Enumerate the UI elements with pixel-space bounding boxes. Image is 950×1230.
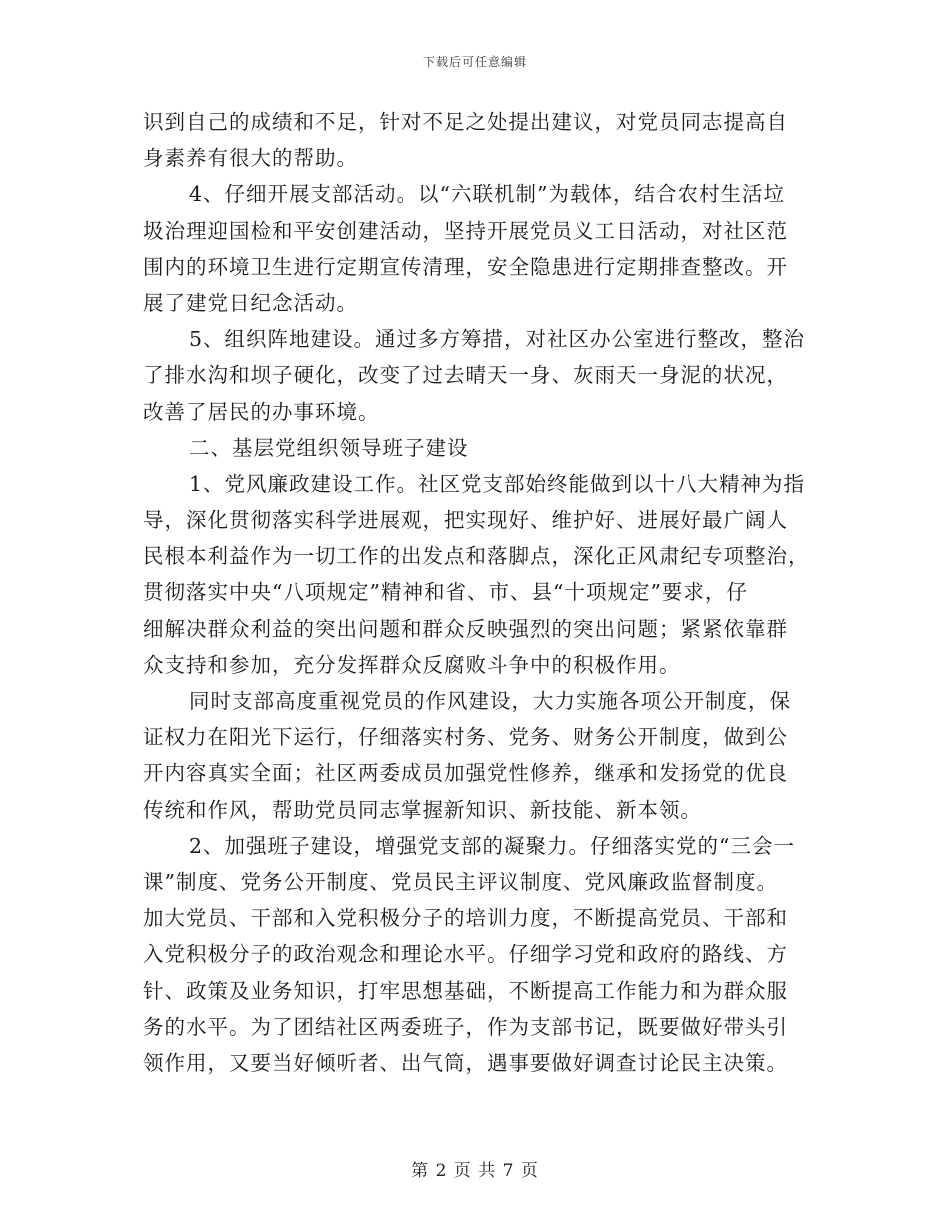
text-line: 务的水平。为了团结社区两委班子，作为支部书记，既要做好带头引 — [143, 1014, 788, 1039]
page-number-footer: 第 2 页 共 7 页 — [411, 1161, 539, 1181]
paragraph-start: 4、仔细开展支部活动。以“六联机制”为载体，结合农村生活垃 — [189, 182, 786, 207]
text-line: 展了建党日纪念活动。 — [143, 290, 358, 315]
text-line: 圾治理迎国检和平安创建活动，坚持开展党员义工日活动，对社区范 — [143, 218, 788, 243]
text-line: 围内的环境卫生进行定期宣传清理，安全隐患进行定期排查整改。开 — [143, 254, 788, 279]
text-line: 证权力在阳光下运行，仔细落实村务、党务、财务公开制度，做到公 — [143, 725, 788, 750]
paragraph-start: 5、组织阵地建设。通过多方筹措，对社区办公室进行整改，整治 — [189, 327, 806, 352]
text-line: 传统和作风，帮助党员同志掌握新知识、新技能、新本领。 — [143, 797, 702, 822]
text-line: 改善了居民的办事环境。 — [143, 399, 380, 424]
text-line: 导，深化贯彻落实科学进展观，把实现好、维护好、进展好最广阔人 — [143, 508, 788, 533]
text-line: 入党积极分子的政治观念和理论水平。仔细学习党和政府的路线、方 — [143, 942, 788, 967]
text-line: 细解决群众利益的突出问题和群众反映强烈的突出问题；紧紧依靠群 — [143, 616, 788, 641]
text-line: 针、政策及业务知识，打牢思想基础，不断提高工作能力和为群众服 — [143, 978, 788, 1003]
text-line: 课”制度、党务公开制度、党员民主评议制度、党风廉政监督制度。 — [143, 869, 778, 894]
text-line: 加大党员、干部和入党积极分子的培训力度，不断提高党员、干部和 — [143, 906, 788, 931]
text-line: 贯彻落实中央“八项规定”精神和省、市、县“十项规定”要求，仔 — [143, 580, 748, 605]
section-heading: 二、基层党组织领导班子建设 — [189, 435, 469, 460]
document-body — [143, 104, 810, 1081]
text-line: 身素养有很大的帮助。 — [143, 146, 358, 171]
paragraph-start: 2、加强班子建设，增强党支部的凝聚力。仔细落实党的“三会一 — [189, 833, 796, 858]
text-line: 民根本利益作为一切工作的出发点和落脚点，深化正风肃纪专项整治， — [143, 544, 810, 569]
text-line: 开内容真实全面；社区两委成员加强党性修养，继承和发扬党的优良 — [143, 761, 788, 786]
text-line: 了排水沟和坝子硬化，改变了过去晴天一身、灰雨天一身泥的状况， — [143, 363, 788, 388]
page-header: 下载后可任意编辑 — [422, 55, 527, 69]
text-line: 众支持和参加，充分发挥群众反腐败斗争中的积极作用。 — [143, 652, 681, 677]
paragraph-start: 1、党风廉政建设工作。社区党支部始终能做到以十八大精神为指 — [189, 471, 806, 496]
text-line: 识到自己的成绩和不足，针对不足之处提出建议，对党员同志提高自 — [143, 110, 788, 134]
paragraph-start: 同时支部高度重视党员的作风建设，大力实施各项公开制度，保 — [189, 689, 791, 713]
text-line: 领作用，又要当好倾听者、出气筒，遇事要做好调查讨论民主决策。 — [143, 1050, 788, 1075]
